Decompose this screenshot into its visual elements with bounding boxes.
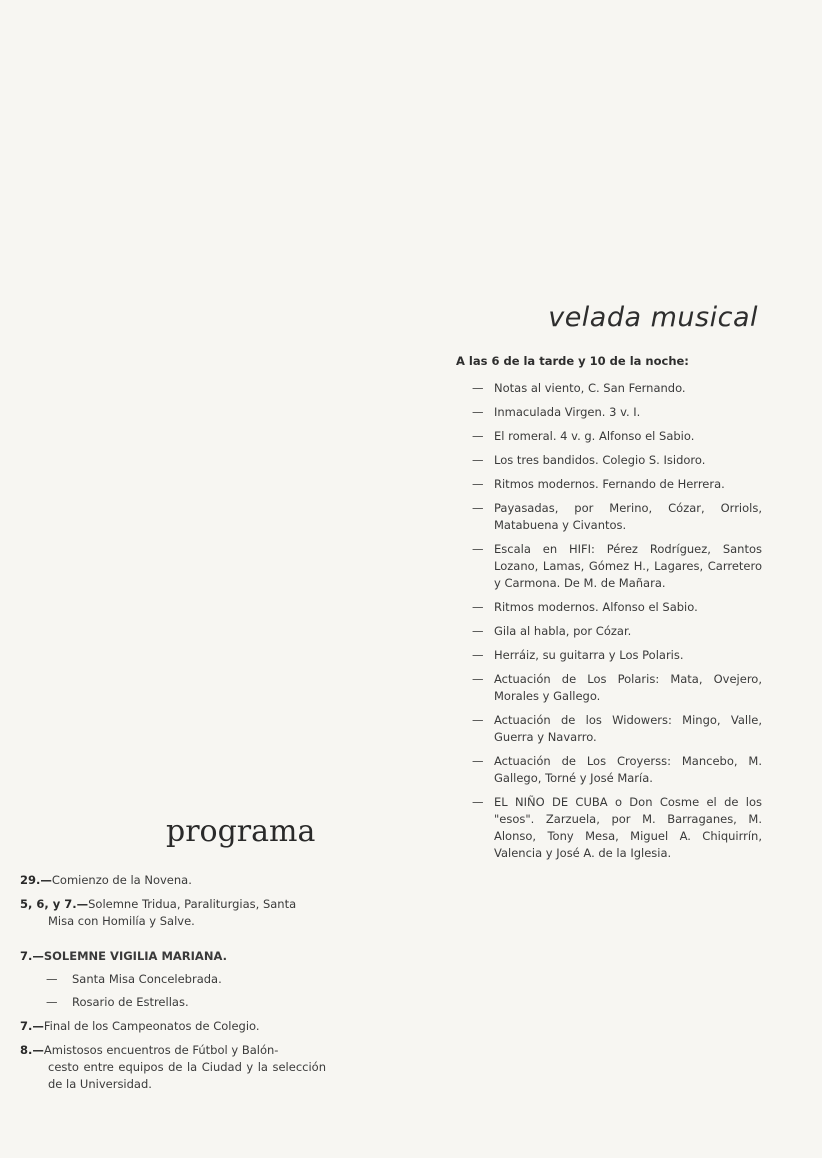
item-text: Actuación de los Widowers: Mingo, Valle, Guerra y Navarro.	[494, 713, 762, 744]
dash: —	[472, 501, 484, 515]
item-day: 8.—	[20, 1043, 44, 1057]
item-day: 7.—	[20, 949, 44, 963]
item-text: Amistosos encuentros de Fútbol y Balón-	[43, 1043, 279, 1057]
item-text: Ritmos modernos. Alfonso el Sabio.	[494, 600, 698, 614]
vigilia-sublist	[20, 971, 326, 1011]
list-item	[472, 671, 762, 705]
item-continuation: Misa con Homilía y Salve.	[48, 914, 195, 928]
list-item	[472, 404, 762, 421]
list-item	[472, 712, 762, 746]
list-item	[472, 541, 762, 592]
list-item	[472, 599, 762, 616]
item-text: Gila al habla, por Cózar.	[494, 624, 632, 638]
list-item	[20, 896, 326, 930]
dash: —	[46, 995, 58, 1009]
sub-item-text: Santa Misa Concelebrada.	[72, 972, 222, 986]
dash: —	[472, 542, 484, 556]
programa-list	[20, 872, 326, 1100]
item-day: 29.—	[20, 873, 52, 887]
dash: —	[472, 754, 484, 768]
item-text: Solemne Tridua, Paraliturgias, Santa	[88, 897, 297, 911]
item-text: Escala en HIFI: Pérez Rodríguez, Santos Lozano, Lamas, Gómez H., Lagares, Carretero y Carmona. De M. de Mañara.	[494, 542, 762, 590]
list-item	[472, 500, 762, 534]
item-day: 7.—	[20, 1019, 44, 1033]
programa-title: programa	[166, 814, 316, 849]
item-text: Ritmos modernos. Fernando de Herrera.	[494, 477, 725, 491]
velada-title: velada musical	[548, 302, 758, 333]
item-text: Final de los Campeonatos de Colegio.	[43, 1019, 260, 1033]
dash: —	[472, 405, 484, 419]
dash: —	[472, 429, 484, 443]
dash: —	[472, 453, 484, 467]
item-text: EL NIÑO DE CUBA o Don Cosme el de los "esos". Zarzuela, por M. Barraganes, M. Alonso, Tony Mesa, Miguel A. Chiquirrín, Valencia y José A. de la Iglesia.	[494, 795, 762, 860]
list-item	[20, 1018, 326, 1035]
dash: —	[472, 672, 484, 686]
dash: —	[472, 624, 484, 638]
list-item	[472, 428, 762, 445]
list-item	[20, 872, 326, 889]
item-continuation: cesto entre equipos de la Ciudad y la selección de la Universidad.	[48, 1060, 326, 1091]
list-item	[472, 794, 762, 862]
dash: —	[472, 477, 484, 491]
velada-list	[472, 380, 762, 869]
dash: —	[472, 713, 484, 727]
item-text: Comienzo de la Novena.	[51, 873, 192, 887]
item-text: Herráiz, su guitarra y Los Polaris.	[494, 648, 684, 662]
dash: —	[472, 381, 484, 395]
item-text: Payasadas, por Merino, Cózar, Orriols, Matabuena y Civantos.	[494, 501, 762, 532]
list-item	[472, 647, 762, 664]
dash: —	[472, 795, 484, 809]
velada-intro: A las 6 de la tarde y 10 de la noche:	[456, 354, 689, 368]
list-item	[20, 948, 326, 1011]
dash: —	[46, 972, 58, 986]
sub-item-text: Rosario de Estrellas.	[72, 995, 189, 1009]
item-text: Notas al viento, C. San Fernando.	[494, 381, 686, 395]
item-text: SOLEMNE VIGILIA MARIANA.	[43, 949, 227, 963]
dash: —	[472, 600, 484, 614]
list-item	[472, 380, 762, 397]
list-item	[472, 623, 762, 640]
list-item	[472, 753, 762, 787]
list-item	[472, 452, 762, 469]
item-text: Actuación de Los Croyerss: Mancebo, M. Gallego, Torné y José María.	[494, 754, 762, 785]
item-text: El romeral. 4 v. g. Alfonso el Sabio.	[494, 429, 695, 443]
list-item	[20, 1042, 326, 1093]
item-text: Inmaculada Virgen. 3 v. I.	[494, 405, 641, 419]
item-day: 5, 6, y 7.—	[20, 897, 89, 911]
item-text: Los tres bandidos. Colegio S. Isidoro.	[494, 453, 706, 467]
list-item	[472, 476, 762, 493]
dash: —	[472, 648, 484, 662]
item-text: Actuación de Los Polaris: Mata, Ovejero, Morales y Gallego.	[494, 672, 762, 703]
sub-item	[46, 994, 326, 1011]
sub-item	[46, 971, 326, 988]
